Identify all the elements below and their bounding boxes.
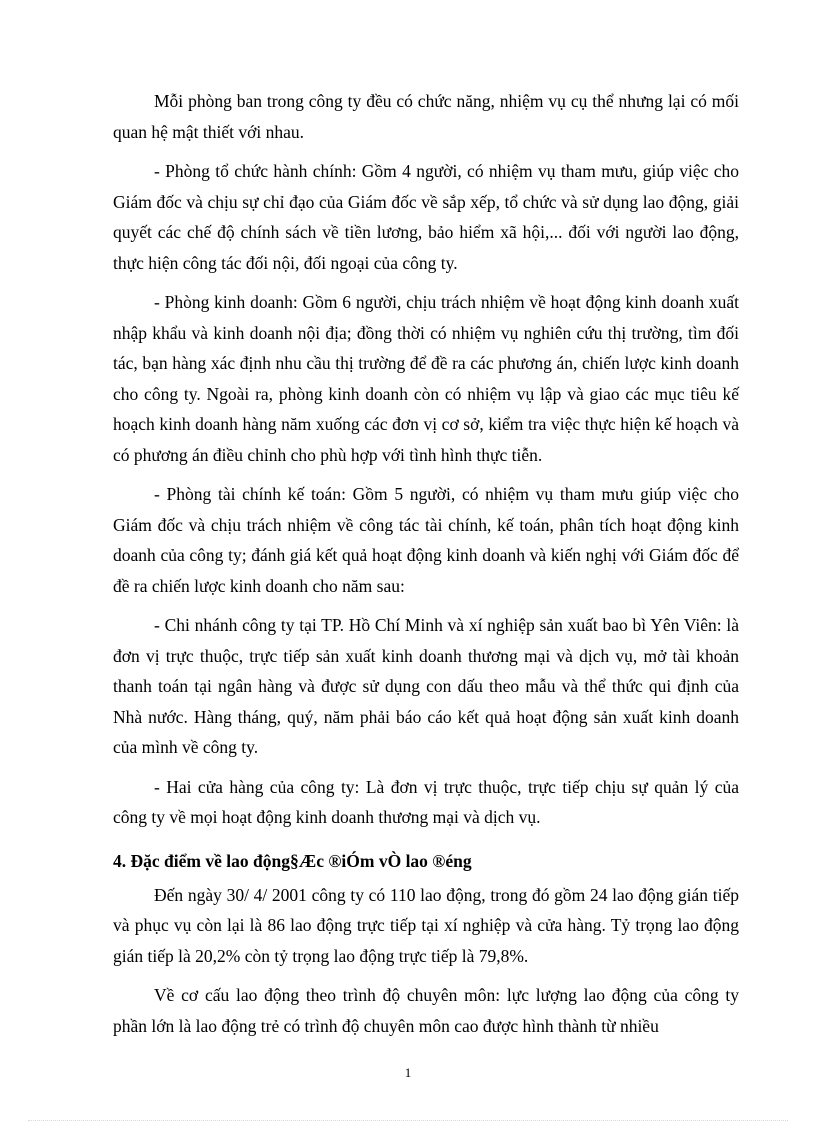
section-heading-labor: 4. Đặc điểm về lao động§Æc ®iÓm vÒ lao ®éng [113,850,472,871]
paragraph-labor-count: Đến ngày 30/ 4/ 2001 công ty có 110 lao động, trong đó gồm 24 lao động gián tiếp và phục vụ còn lại là 86 lao động trực tiếp tại xí nghiệp và cửa hàng. Tỷ trọng lao động gián tiếp là 20,2% còn tỷ trọng lao động trực tiếp là 79,8%. [113,884,739,966]
page-bottom-divider [28,1120,788,1121]
paragraph-branch-office: - Chi nhánh công ty tại TP. Hồ Chí Minh và xí nghiệp sản xuất bao bì Yên Viên: là đơn vị trực thuộc, trực tiếp sản xuất kinh doanh thương mại và dịch vụ, mở tài khoản thanh toán tại ngân hàng và được sử dụng con dấu theo mẫu và thể thức qui định của Nhà nước. Hàng tháng, quý, năm phải báo cáo kết quả hoạt động sản xuất kinh doanh của mình về công ty. [113,615,739,757]
paragraph-stores: - Hai cửa hàng của công ty: Là đơn vị trực thuộc, trực tiếp chịu sự quản lý của công ty về mọi hoạt động kinh doanh thương mại và dịch vụ. [113,776,739,827]
paragraph-admin-department: - Phòng tổ chức hành chính: Gồm 4 người, có nhiệm vụ tham mưu, giúp việc cho Giám đốc và chịu sự chỉ đạo của Giám đốc về sắp xếp, tổ chức và sử dụng lao động, giải quyết các chế độ chính sách về tiền lương, bảo hiểm xã hội,... đối với người lao động, thực hiện công tác đối nội, đối ngoại của công ty. [113,161,739,273]
paragraph-business-department: - Phòng kinh doanh: Gồm 6 người, chịu trách nhiệm về hoạt động kinh doanh xuất nhập khẩu và kinh doanh nội địa; đồng thời có nhiệm vụ nghiên cứu thị trường, tìm đối tác, bạn hàng xác định nhu cầu thị trường để đề ra các phương án, chiến lược kinh doanh cho công ty. Ngoài ra, phòng kinh doanh còn có nhiệm vụ lập và giao các mục tiêu kế hoạch kinh doanh hàng năm xuống các đơn vị cơ sở, kiểm tra việc thực hiện kế hoạch và có phương án điều chỉnh cho phù hợp với tình hình thực tiễn. [113,292,739,465]
page-body [113,86,739,1050]
paragraph-finance-department: - Phòng tài chính kế toán: Gồm 5 người, có nhiệm vụ tham mưu giúp việc cho Giám đốc và chịu trách nhiệm về công tác tài chính, kế toán, phân tích hoạt động kinh doanh của công ty; đánh giá kết quả hoạt động kinh doanh và kiến nghị với Giám đốc để đề ra chiến lược kinh doanh cho năm sau: [113,484,739,596]
paragraph-labor-structure: Về cơ cấu lao động theo trình độ chuyên môn: lực lượng lao động của công ty phần lớn là lao động trẻ có trình độ chuyên môn cao được hình thành từ nhiều [113,985,739,1036]
paragraph-intro: Mỗi phòng ban trong công ty đều có chức năng, nhiệm vụ cụ thể nhưng lại có mối quan hệ mật thiết với nhau. [113,91,739,142]
page-number: 1 [404,1065,412,1080]
